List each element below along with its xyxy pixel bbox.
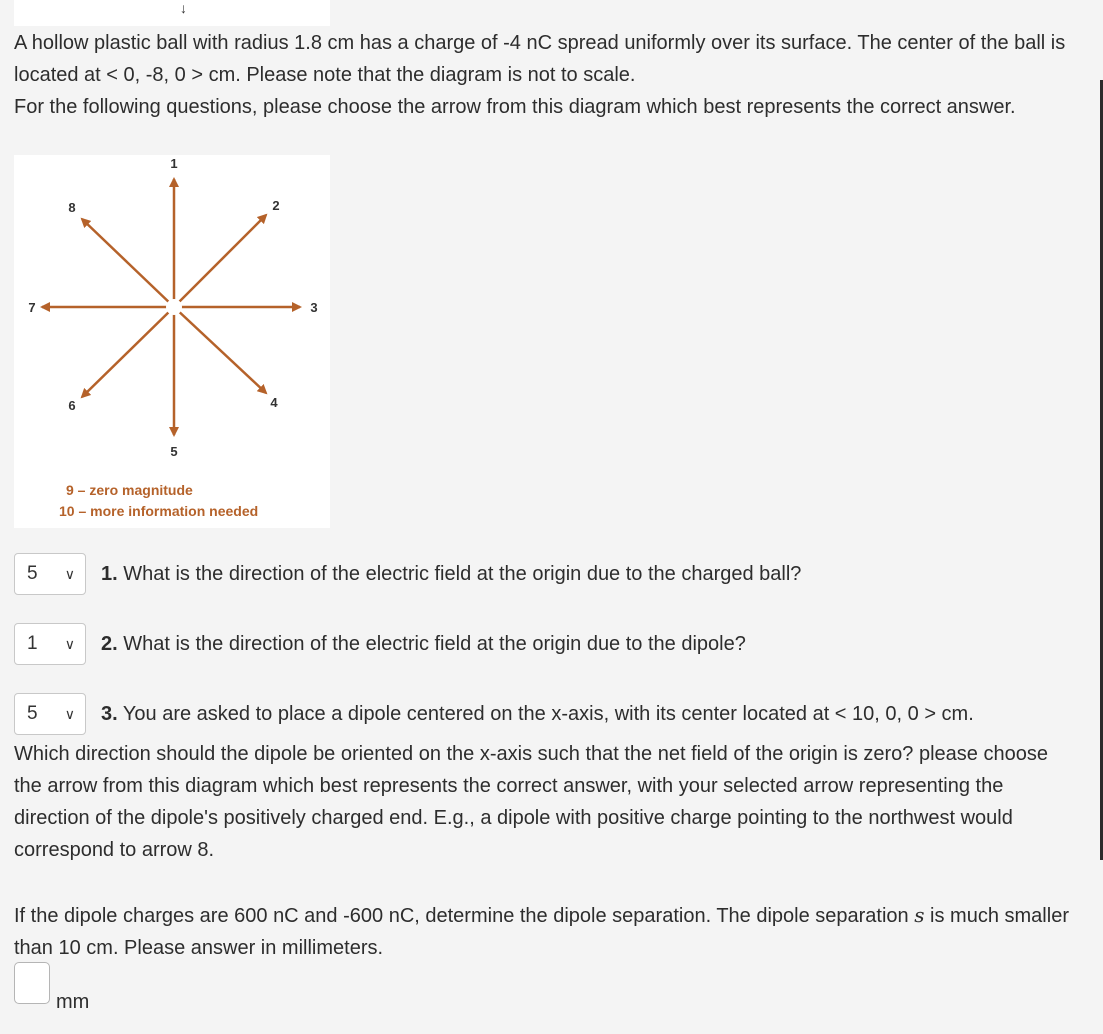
question-2-number: 2.: [101, 632, 118, 655]
question-1-row: [14, 553, 801, 595]
arrow-label-2: 2: [272, 198, 280, 213]
question-2-selected-value: 1: [27, 633, 38, 654]
question-3-selected-value: 5: [27, 703, 38, 724]
question-2-select[interactable]: [14, 623, 86, 665]
question-1-prompt: What is the direction of the electric field at the origin due to the charged ball?: [123, 562, 802, 585]
origin-dot: [166, 299, 182, 315]
previous-figure-stub: [14, 0, 330, 26]
question-3-text: [101, 703, 974, 726]
question-3-prompt: You are asked to place a dipole centered on the x-axis, with its center located at < 10, 0, 0 > cm.: [122, 702, 974, 725]
question-1-selected-value: 5: [27, 563, 38, 584]
separation-text-after: is much smaller than 10 cm. Please answer in millimeters.: [14, 905, 1069, 959]
chevron-down-icon: ∨: [64, 635, 75, 652]
arrow-label-8: 8: [68, 200, 76, 215]
question-2-prompt: What is the direction of the electric field at the origin due to the dipole?: [123, 632, 746, 655]
arrow-6: [82, 307, 174, 397]
question-3-select[interactable]: [14, 693, 86, 735]
arrow-diagram-svg: [14, 155, 330, 528]
arrow-label-3: 3: [310, 300, 318, 315]
question-3-number: 3.: [101, 702, 118, 725]
chevron-down-icon: ∨: [64, 565, 75, 582]
arrow-label-6: 6: [68, 398, 76, 413]
chevron-down-icon: ∨: [64, 705, 75, 722]
question-2-row: [14, 623, 746, 665]
separation-unit: mm: [56, 991, 90, 1013]
arrow-8: [82, 219, 174, 307]
instructions-paragraph: For the following questions, please choose the arrow from this diagram which best represents the correct answer.: [14, 96, 1016, 118]
question-1-number: 1.: [101, 562, 118, 585]
separation-question: [14, 899, 1084, 964]
separation-variable: s: [914, 903, 925, 927]
separation-text-before: If the dipole charges are 600 nC and -600 nC, determine the dipole separation. The dipole separation: [14, 905, 915, 927]
arrow-4: [174, 307, 266, 393]
question-1-select[interactable]: [14, 553, 86, 595]
question-3-continuation: Which direction should the dipole be oriented on the x-axis such that the net field of the origin is zero? please choose the arrow from this diagram which best represents the correct answer, with your selected arrow representing the direction of the dipole's positively charged end. E.g., a dipole with positive charge pointing to the northwest would correspond to arrow 8.: [14, 743, 1048, 861]
intro-paragraph: A hollow plastic ball with radius 1.8 cm has a charge of -4 nC spread uniformly over its surface. The center of the ball is located at < 0, -8, 0 > cm. Please note that the diagram is not to scale.: [14, 32, 1066, 86]
arrow-label-1: 1: [170, 156, 178, 171]
arrow-label-7: 7: [28, 300, 36, 315]
legend-zero-magnitude: 9 – zero magnitude: [66, 482, 193, 498]
arrow-diagram: [14, 155, 330, 528]
question-1-text: [101, 563, 801, 586]
separation-input[interactable]: [14, 962, 50, 1004]
question-2-text: [101, 633, 746, 656]
down-arrow-icon: ↓: [180, 0, 187, 16]
question-3-row: [14, 693, 974, 735]
arrow-label-5: 5: [170, 444, 178, 459]
legend-more-info: 10 – more information needed: [59, 503, 259, 519]
separation-answer-row: [14, 962, 90, 1013]
arrow-label-4: 4: [270, 395, 278, 410]
arrow-2: [174, 215, 266, 307]
